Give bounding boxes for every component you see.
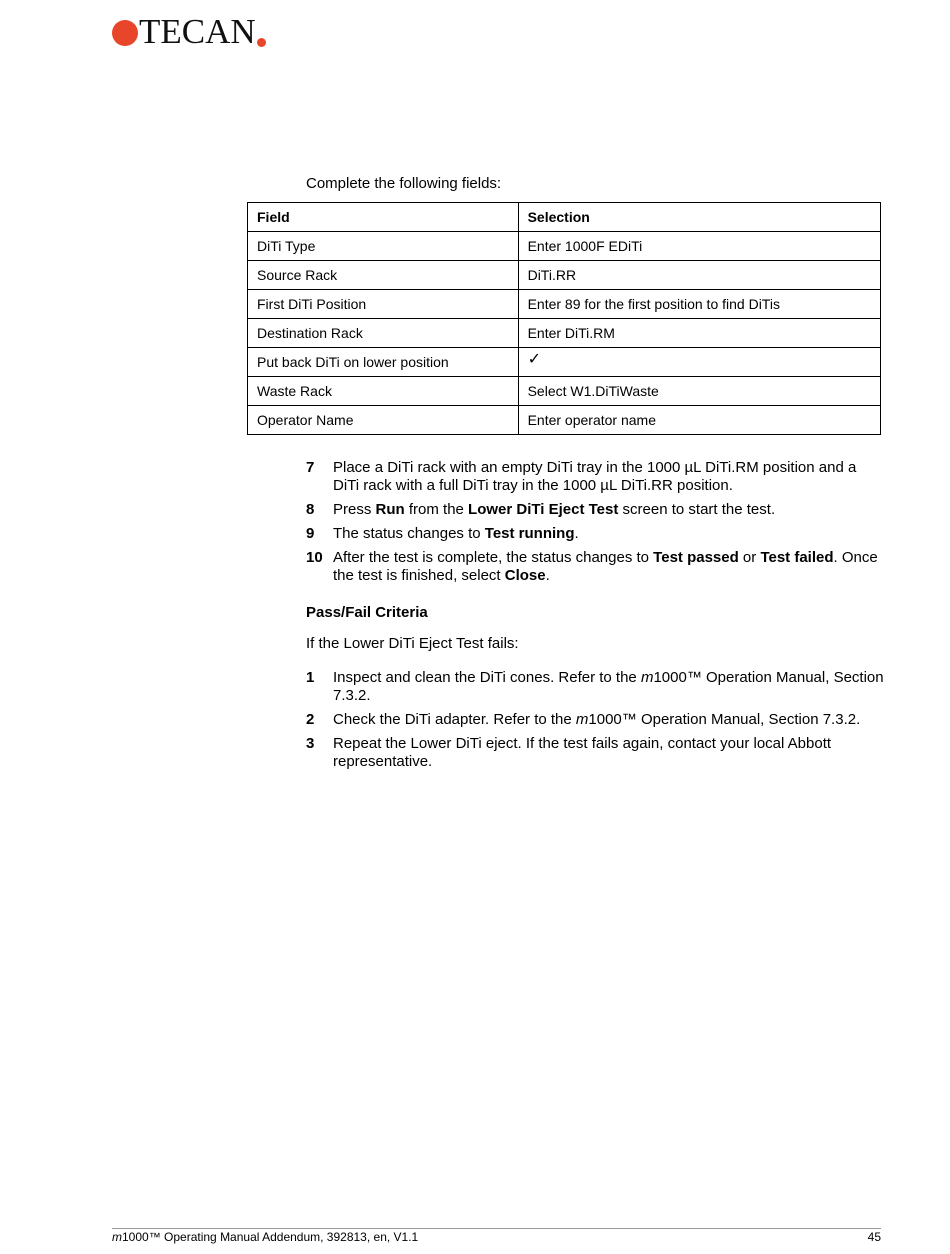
- checkmark-icon: ✓: [527, 348, 541, 368]
- field-cell: DiTi Type: [248, 232, 519, 261]
- criteria-intro: If the Lower DiTi Eject Test fails:: [306, 635, 519, 652]
- field-cell: Put back DiTi on lower position: [248, 348, 519, 377]
- step-text: After the test is complete, the status changes to Test passed or Test failed. Once the test is finished, select Close.: [333, 549, 878, 584]
- footer-title: m1000™ Operating Manual Addendum, 392813, en, V1.1: [112, 1230, 419, 1244]
- table-row: [248, 232, 881, 261]
- step-text: Place a DiTi rack with an empty DiTi tray in the 1000 µL DiTi.RM position and a DiTi rack with a full DiTi tray in the 1000 µL DiTi.RR position.: [333, 459, 857, 494]
- selection-cell: Enter 89 for the first position to find DiTis: [518, 290, 880, 319]
- step-text: The status changes to Test running.: [333, 525, 579, 542]
- step-text: Check the DiTi adapter. Refer to the m1000™ Operation Manual, Section 7.3.2.: [333, 711, 861, 728]
- selection-cell: Enter operator name: [518, 406, 880, 435]
- list-item: [306, 711, 886, 729]
- criteria-steps: [306, 669, 886, 777]
- footer-divider: [112, 1228, 881, 1229]
- intro-text: Complete the following fields:: [306, 175, 502, 192]
- step-number: 7: [306, 459, 315, 476]
- table-row: [248, 319, 881, 348]
- step-number: 8: [306, 501, 315, 518]
- table-row: [248, 348, 881, 377]
- list-item: [306, 669, 886, 705]
- selection-cell: Enter DiTi.RM: [518, 319, 880, 348]
- tecan-logo: [112, 14, 266, 50]
- field-cell: First DiTi Position: [248, 290, 519, 319]
- field-cell: Operator Name: [248, 406, 519, 435]
- list-item: [306, 501, 886, 519]
- table-row: [248, 290, 881, 319]
- table-header-row: [248, 203, 881, 232]
- table-row: [248, 261, 881, 290]
- step-number: 3: [306, 735, 315, 752]
- selection-cell: DiTi.RR: [518, 261, 880, 290]
- logo-period-icon: [257, 38, 266, 47]
- table-row: [248, 406, 881, 435]
- field-cell: Source Rack: [248, 261, 519, 290]
- table-header-field: Field: [248, 203, 519, 232]
- selection-cell: Enter 1000F EDiTi: [518, 232, 880, 261]
- procedure-steps: [306, 459, 886, 591]
- selection-cell: [518, 348, 880, 377]
- step-number: 10: [306, 549, 323, 566]
- table-row: [248, 377, 881, 406]
- list-item: [306, 459, 886, 495]
- step-text: Inspect and clean the DiTi cones. Refer to the m1000™ Operation Manual, Section 7.3.2.: [333, 669, 884, 704]
- list-item: [306, 549, 886, 585]
- logo-dot-icon: [112, 20, 138, 46]
- step-text: Press Run from the Lower DiTi Eject Test screen to start the test.: [333, 501, 776, 518]
- step-number: 9: [306, 525, 315, 542]
- table-header-selection: Selection: [518, 203, 880, 232]
- step-number: 2: [306, 711, 315, 728]
- logo-text: TECAN: [139, 12, 256, 51]
- criteria-heading: Pass/Fail Criteria: [306, 604, 428, 621]
- list-item: [306, 525, 886, 543]
- fields-table: [247, 202, 881, 435]
- page-number: 45: [867, 1230, 881, 1244]
- field-cell: Waste Rack: [248, 377, 519, 406]
- selection-cell: Select W1.DiTiWaste: [518, 377, 880, 406]
- field-cell: Destination Rack: [248, 319, 519, 348]
- step-text: Repeat the Lower DiTi eject. If the test fails again, contact your local Abbott representative.: [333, 735, 832, 770]
- list-item: [306, 735, 886, 771]
- step-number: 1: [306, 669, 315, 686]
